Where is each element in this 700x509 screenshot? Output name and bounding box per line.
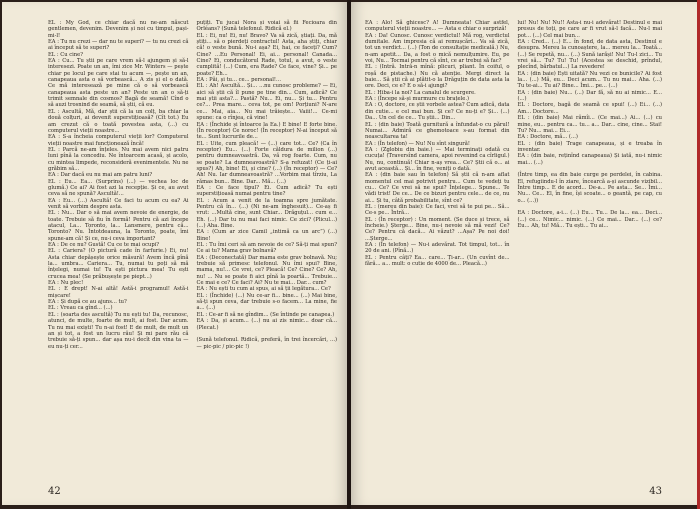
right-page-columns [365, 20, 662, 490]
right-page-column-1: EA : Alo! Să ghicesc? A! Dumneata! Chiar astfel, computerul vieții noastre... — Asta e chiar o surpriză! EA : Da! Cunosc. Cunosc verdictul! Mă rog, verdictul dumitale. Am impresia că ai remușcări... Va să zică, tot un verdict... (...) (Ton de consultație medicală.) Nu, n-am apetit... Da, a fost o mică nemulțumire. Eu, pe voi, Nu... Tocmai pentru că sînt, ce ar trebui să fac? EL : (Intră. Intră-n mînă: plicuri, pliant. În coiful, o roșă de pistache.) Nu că atenție. Mergi direct la baie... Să știi că ai plătit-o la Drăguțin de data asta la ore. Deci, ce e? E o să-i ajungi? EL : Hiba-i la noi? La canalul de scurgere. EA : (Începe să-și murmure cu brațele.) EA : O, doctore, ce știi vorbele astea? Cum adică, data din cutie... e cel mai bun. Și ce? Ce nu-ți e? Și... (...) Da... Un cel de ce... Tu știi... Din... EL : (din baie) Toată gurnitură a înfundat-o cu părul! Numai... Admiră ce ghemotoace s-au format din neascultarea ta! EA : (În telefon) — Nu! Nu sînt singură! EA : (Zglobiu din baie.) — Mai terminați odată cu cucuța! (Traversînd camera, apoi revenind ca cîrligul.) Nu, nu, continuă! Chiar n-aș vrea... Ce? Știi că o... ai avut această... Și... în fine, veniți o dată. EA : (din baie sau în telefon) Să știi că n-am aflat momentul cel mai potrivit pentru... Cum te vedeți tu cu... Ce? Ce vrei să ne spui? Înțelege... Spune... Te vădi trist! De ce... De ce bizuri pentru cele... de ce, nu ai... Și tu, câtă probabilitate, sînt ce? EL : (mereu din baie): Ce faci, vrei să te pui pe... Să... Ce-s pe... Întră... EL : (În receptor) : Un moment. (Se duce și trece, să încheie.) Șterge... Bine, nu-i nevoie să mă vezi! Ce? Ce? Pentru că dacă... Ai văzut? ...Așa? Pe noi doi! ...Șterge... EA : (În telefon) — Nu-i adevărat. Tot timpul, tot... în 20 de ani. (Pînă...) EL : Pentru câți? Ea... care... Ți-ar... (Un cuvînt de... fără... a... mult: o cutie de 4000 de... Pleacă...) [365, 20, 510, 268]
left-page [2, 2, 347, 505]
right-page-number: 43 [649, 486, 662, 497]
right-page [351, 2, 698, 505]
left-page-number: 42 [48, 486, 61, 497]
left-page-column-1: EL : My God, ce chiar dacă nu ne-am născut gentlemen, devenim. Devenim și noi cu timpul, pași-mi-l! EA : Tu nu crezi — dar nu te superi? — tu nu crezi că ai început să te superi? EL : Cu cine? EA : Cu... Tu știi pe care vrem să-l ajungem și să-l interesezi. Poate un an, îmi zice Mr. Winters — pește chiar pe locul pe care stai tu acum —, pește un an, canapeaua asta o să vorbească... A zis și el o dată. Ce mă interesează pe mine că o să vorbească canapeaua asta peste un an? Peste un an o să-ți trimit semnale din cosmos? Bagă de seamă! Cînd o să auzi trosnind de seamă, să știi, că eu. EL : Ascultă, Mă, dar știi că la un colț, ba chiar la două colțuri, ai devenit superstițioasă? (Cît tot.) Eu am crezut că o toată povestea asta, (...) cu computerul vieții noastre... EA : S-a încheia computerul vieții lor? Computerul vieții noastre mai funcționează încă! EL : Parcă ne-am înțeles. Nu mai avem nici patru luni pînă la concediu. Ne întoarcem acasă, și acolo, cu mintea limpede, reconsideră evenimentele. Nu ne grăbim să... EA : Dar dacă eu nu mai am patru luni? EL : Eu... Ea... (Surprins) (...) — vechea loc de glumă.) Ce ai? Ai fost azi la recepție. Și ce, au avut ceva să ne spună? Ascultă!... EA : Eu... (...) Ascultă! Ce faci tu acum cu ea? Ai venit să vorbim despre asta. EL : Nu... Dar o să mai avem nevoie de energie, de toate. Trebuie să fiu în formă! Pentru că azi începe atacul, La... Toronto, la... Lansmere, pentru că... Toronto? Nu. Întotdeauna, la Toronto, poate, îmi spune-am că! Și ce, nu-i ceva important? EA : De ce nu? Gustă! Cu ce te mai ocupi? EL : Cariera? (O pictură cade în farfurie.) Ei, nu! Asta chiar depășește orice măsură! Avem încă pînă la... umbra... Cariera... Tu, numai tu poți să mă înțelegi, numai tu! Tu ești pictura mea! Tu ești crucea mea! (Se prăbușește pe piept...) EA : Nu plec! EL : E drept! N-ai altă! Astă-i programul! Astă-i mișcare! EA : Și după ce au ajuns... tu? EL : Vreau ca gînd... (...) EL : (soarta des ascultă) Tu nu ești tu! Da, recunosc, atunci, de multe, foarte de mult, ai fost. Dar acum. Tu nu mai exiști! Tu n-ai fost! E de mult, de mult un an și tot, a fost un lucru rău! Și mi pare rău că trebuie să-ți spun... dar așa nu-i decît din vina ta — eu nu-ți cer... [48, 20, 189, 350]
right-page-column-2: lui! Nu! Nu! Nu!! Asta-i nu-i adevărat! Destinul e mai presus de toți, pe care ar fi vrut să-l facă... Nu-l mai pot... (...) Cel mai bun... EA : Cred... (...) E... în fond, de data asta, Destinul e desupra. Mereu la cunoaștere, la... mereu la... Toată... (...) Se repetă, nu... (...) Sună iarăși! Nu! Tu-l zici... Tu vrei să... Tu? Tu! Tu! (Acestea se deschid, prîndul, plecînd, bărbatul...) La revedere! EA : (din baie) Ești uitată? Nu vezi ce bunicile? Ai fost la... (...) Mă, eu... Deci acum... Tu nu mai... Aha. (...) Tu te-ai... Tu ai? Bine... Îmi... pe... (...) EA : (din baie) Nu... (...) Dar fă, să nu ai nimic... E... (...) EL : Doctore, bagă de seamă ce spui! (...) Ei... (...) Am... Doctore... EL : (din baie) Mai rămîi... (Ce mai...) Ai... (...) cu mine, eu... pentru ca... tu... a... Dar... cine, cine... Stai! Tu? Nu... mai... Ei... EA : Doctore, mă... (...) EL : (din baie) Trage canapeaua, și e treaba în inventar. EA : (din baie, reținînd canapeaua) Și iată, nu-i nimic mai... (...) (Între timp, ea din baie curge pe perdelei, în cabina. El, refugiindu-l în ziare, încearcă a-și ascunde vizibil... Între timp... E de acord... De-a... Pe asta... Se... Îmi... Nu... Ce... El, în fine, își scoate... o geantă, pe cap, cu o... (...)) EA : Doctore, a-i... (...) Eu... Tu... De la... ea... Deci... (...) ce... Nimic... nimic. (...) Ce mai... Dar... (...) ce? Eu... Ah, tu! Mă... Tu ești... Tu ai... [517, 20, 662, 229]
left-page-column-2: puțiți. Tu jucai Nora și voiai să fii Fecioara din Orléans? (Sună telefonul. Ridică el.) EL : Ei, nu! Ei, nu! Bravo? Va să zică, știați. Da, mă știți... să o pierdeți contractul! Asta, aha știți, chiar că! o veste bună. Nu-i așa? Ei, hai, ce faceți? Cum? Cine? ...Eu Personal! Ei, ai... personal! Canada... Cine? Ei, conducătorul Rade, totul, a avut, o veste cumplită! (...) Cum, era Rade? Ce face, vine? Și... pe poate? Eh... EA : Păi, și tu... ce... personal!... EL : Ah! Ascultă... Și... ...nu cunosc probleme? — Ei, aici să știi că îl pune pe tine din... Cum, adică? Ce mai știi asta?... Pastă? Nu... Ei, nu... Și tu... Pentru ce?... Prea mare... ceva tot, pe om! Porțiuni? N-are ce... Mai, aia... Nu mai trăiește... Vaiii!... Ce-mi spune: ca o rînjea, că vine! EA : (Închide și întoarce la Ea.) E bine! E forte bine. (În receptor) Ce noroc! (În receptor) N-ai început să te... Sunt lucrurile de... EL : Uite, cum pleacă! — (...) care tot... Ce? (Ca în receptor) Eu... (...) Forte căldura de milion (...) pentru dumneavoastră. Da, vă rog foarte. Cum, nu se poate? La dumneavoastră? S-a refuzat! (Ce ți-ai spus?) Ah, bine! Ei, și cine? (...) (În receptor) — Ce? Ah! Nu. Iar dumneavoastră? ...Vorbim mai tîrziu, La rămas bun... Bine. Dar... Mă... (...) EA : Ce face tipul? Ei. Cum adică? Tu ești superstițioasă numai pentru tine? EL : Acum a venit de la toamna spre jumătate. Pentru că în... (...) (Ni ne-am înghesuit)... Ce-aș fi vrut: ...Multă cine, sunt Chiar... Drăguțul... cum e... Eh. (...) Dar tu nu mai faci nimic. Ce zici? (Plicul...) (...) Aha. Bine. EA : (Cum ar zice Camil „intimă ca un arc”) (...) Bine! EL : Tu îmi ceri să am nevoie de ce? Să-ți mai spun? Ce ai tu? Mama grav bolnavă? EA : (Deconectată) Dar mama este grav bolnavă. Nu; trebuie să primesc telefonul. Nu îmi spui? Bine, mama, nu!... Ce vrei, ce? Pleacă! Ce? Cine? Ce? Ah, nu! ... Nu se poate fi aici pînă la poartă... Trebuie... Ce mai e ce? Ce faci? Ai? Nu te mai... Dar... cum? EA : Nu ești tu cum ai spus, ai să ții legătura... Ce? EL : (Închide) (...) Nu ce-ar fi... bine... (...) Mai bine, să-ți spun ceva, dar trebuie s-o facem... La mine, fie a... (...) EL : Ce-ar fi să ne gîndim... (Se întinde pe canapea.) EA : Da, și acum... (...) nu ai zis nimic... doar că... (Plecat.) (Sună telefonul. Ridică, preferă, în trei încercări, ...) — pic-pic / pic-pic !) [196, 20, 337, 350]
left-page-columns [48, 20, 337, 490]
